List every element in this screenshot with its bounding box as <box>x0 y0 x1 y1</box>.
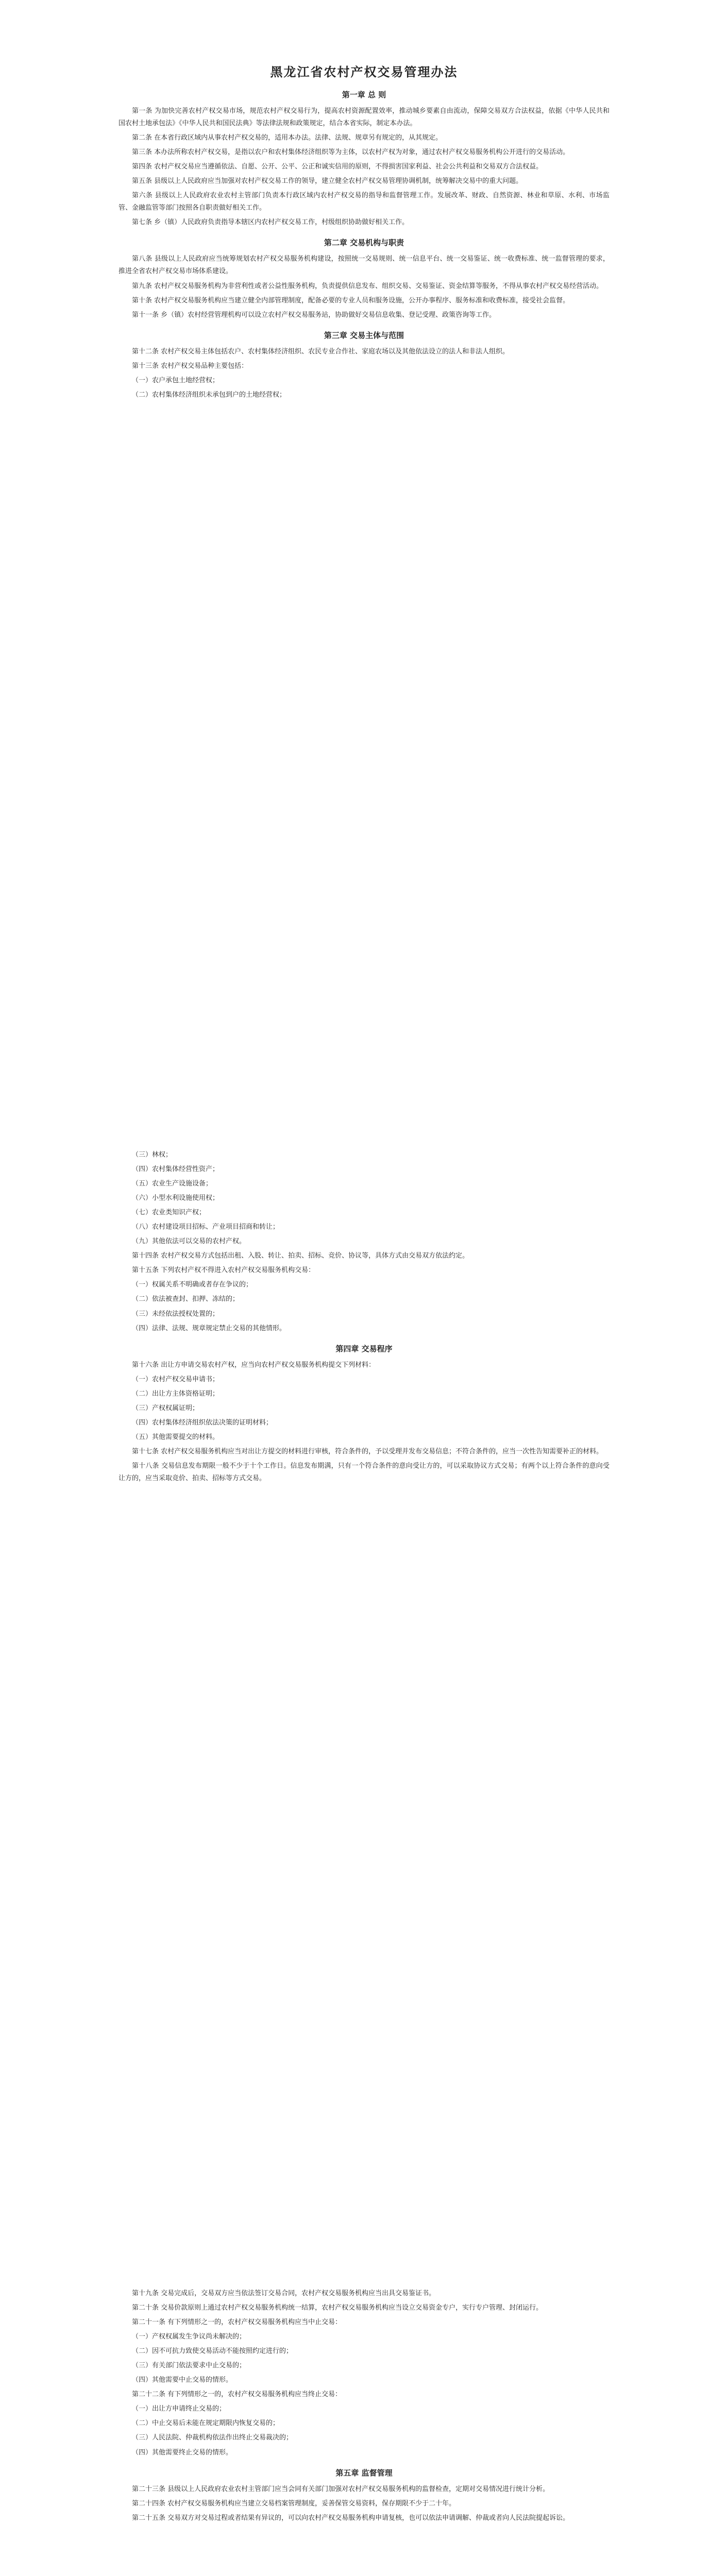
article-paragraph: 第十九条 交易完成后，交易双方应当依法签订交易合同，农村产权交易服务机构应当出具交易鉴证书。 <box>132 2290 436 2297</box>
list-item: （四）农村集体经营性资产； <box>132 1165 219 1174</box>
article-paragraph: 第一条 为加快完善农村产权交易市场，规范农村产权交易行为，提高农村资源配置效率，推动城乡要素自由流动，保障交易双方合法权益，依据《中华人民共和国农村土地承包法》《中华人民共和国民法典》等法律法规和政策规定，结合本省实际，制定本办法。 <box>118 107 610 128</box>
list-item: （四）农村集体经济组织依法决策的证明材料； <box>132 1418 273 1427</box>
list-item: （二）中止交易后未能在规定期限内恢复交易的； <box>132 2419 280 2428</box>
list-item: （五）农业生产设施设备； <box>132 1180 213 1188</box>
chapter-heading: 第三章 交易主体与范围 <box>324 330 404 340</box>
list-item: （三）人民法院、仲裁机构依法作出终止交易裁决的； <box>132 2434 293 2442</box>
list-item: （一）农户承包土地经营权； <box>132 376 219 384</box>
article-paragraph: 第十一条 乡（镇）农村经营管理机构可以设立农村产权交易服务站，协助做好交易信息收集、登记受理、政策咨询等工作。 <box>132 311 496 319</box>
article-paragraph: 第二十三条 县级以上人民政府农业农村主管部门应当会同有关部门加强对农村产权交易服务机构的监督检查，定期对交易情况进行统计分析。 <box>132 2485 550 2493</box>
article-paragraph: 第八条 县级以上人民政府应当统筹规划农村产权交易服务机构建设，按照统一交易规则、统一信息平台、统一交易鉴证、统一收费标准、统一监督管理的要求，推进全省农村产权交易市场体系建设。 <box>118 255 610 276</box>
article-paragraph: 第四条 农村产权交易应当遵循依法、自愿、公开、公平、公正和诚实信用的原则，不得损害国家利益、社会公共利益和交易双方合法权益。 <box>132 163 543 171</box>
list-item: （三）产权权属证明； <box>132 1404 199 1412</box>
chapter-heading: 第五章 监督管理 <box>335 2468 393 2478</box>
list-item: （三）林权； <box>132 1151 173 1159</box>
list-item: （二）出让方主体资格证明； <box>132 1389 219 1398</box>
list-item: （三）未经依法授权处置的； <box>132 1310 219 1318</box>
list-item: （一）农村产权交易申请书； <box>132 1375 219 1383</box>
list-item: （四）其他需要中止交易的情形。 <box>132 2376 233 2384</box>
article-paragraph: 第十六条 出让方申请交易农村产权，应当向农村产权交易服务机构提交下列材料： <box>132 1361 376 1369</box>
list-item: （七）农业类知识产权； <box>132 1209 206 1217</box>
list-item: （二）农村集体经济组织未承包到户的土地经营权； <box>132 391 286 399</box>
document-page-1 <box>118 62 610 403</box>
article-paragraph: 第十四条 农村产权交易方式包括出租、入股、转让、拍卖、招标、竞价、协议等，具体方式由交易双方依法约定。 <box>132 1252 469 1260</box>
article-paragraph: 第七条 乡（镇）人民政府负责指导本辖区内农村产权交易工作，村级组织协助做好相关工作。 <box>132 218 409 227</box>
list-item: （一）出让方申请终止交易的； <box>132 2405 226 2413</box>
article-paragraph: 第六条 县级以上人民政府农业农村主管部门负责本行政区域内农村产权交易的指导和监督管理工作。发展改革、财政、自然资源、林业和草原、水利、市场监管、金融监管等部门按照各自职责做好相关工作。 <box>118 192 610 212</box>
article-paragraph: 第十五条 下列农村产权不得进入农村产权交易服务机构交易： <box>132 1266 315 1275</box>
list-item: （一）权属关系不明确或者存在争议的； <box>132 1281 253 1289</box>
list-item: （二）因不可抗力致使交易活动不能按照约定进行的； <box>132 2347 293 2355</box>
article-paragraph: 第二十一条 有下列情形之一的，农村产权交易服务机构应当中止交易： <box>132 2318 342 2327</box>
list-item: （四）其他需要终止交易的情形。 <box>132 2448 233 2456</box>
article-paragraph: 第十七条 农村产权交易服务机构应当对出让方提交的材料进行审核，符合条件的，予以受理并发布交易信息；不符合条件的，应当一次性告知需要补正的材料。 <box>132 1447 603 1455</box>
article-paragraph: 第十条 农村产权交易服务机构应当建立健全内部管理制度，配备必要的专业人员和服务设施，公开办事程序、服务标准和收费标准，接受社会监督。 <box>132 296 570 304</box>
list-item: （九）其他依法可以交易的农村产权。 <box>132 1238 246 1246</box>
list-item: （六）小型水利设施使用权； <box>132 1194 219 1202</box>
article-paragraph: 第十三条 农村产权交易品种主要包括： <box>132 362 248 370</box>
article-paragraph: 第二十二条 有下列情形之一的，农村产权交易服务机构应当终止交易： <box>132 2391 342 2399</box>
list-item: （八）农村建设项目招标、产业项目招商和转让； <box>132 1223 280 1231</box>
article-paragraph: 第十二条 农村产权交易主体包括农户、农村集体经济组织、农民专业合作社、家庭农场以及其他依法设立的法人和非法人组织。 <box>132 347 510 355</box>
article-paragraph: 第五条 县级以上人民政府应当加强对农村产权交易工作的领导，建立健全农村产权交易管理协调机制，统筹解决交易中的重大问题。 <box>132 177 523 185</box>
document-page-3 <box>118 2287 610 2527</box>
list-item: （四）法律、法规、规章规定禁止交易的其他情形。 <box>132 1324 286 1332</box>
document-title: 黑龙江省农村产权交易管理办法 <box>270 64 458 79</box>
list-item: （五）其他需要提交的材料。 <box>132 1433 219 1441</box>
article-paragraph: 第二十五条 交易双方对交易过程或者结果有异议的，可以向农村产权交易服务机构申请复核，也可以依法申请调解、仲裁或者向人民法院提起诉讼。 <box>132 2514 570 2522</box>
article-paragraph: 第三条 本办法所称农村产权交易，是指以农户和农村集体经济组织等为主体，以农村产权为对象，通过农村产权交易服务机构公开进行的交易活动。 <box>132 148 570 157</box>
article-paragraph: 第二条 在本省行政区域内从事农村产权交易的，适用本办法。法律、法规、规章另有规定的，从其规定。 <box>132 134 443 142</box>
document-page-2 <box>118 1149 610 1487</box>
chapter-heading: 第四章 交易程序 <box>335 1344 393 1353</box>
article-paragraph: 第二十四条 农村产权交易服务机构应当建立交易档案管理制度，妥善保管交易资料，保存期限不少于二十年。 <box>132 2499 456 2507</box>
list-item: （二）依法被查封、扣押、冻结的； <box>132 1295 240 1303</box>
article-paragraph: 第十八条 交易信息发布期限一般不少于十个工作日。信息发布期满，只有一个符合条件的意向受让方的，可以采取协议方式交易；有两个以上符合条件的意向受让方的，应当采取竞价、拍卖、招标等方式交易。 <box>118 1462 610 1482</box>
article-paragraph: 第二十条 交易价款原则上通过农村产权交易服务机构统一结算，农村产权交易服务机构应当设立交易资金专户，实行专户管理、封闭运行。 <box>132 2304 543 2312</box>
list-item: （三）有关部门依法要求中止交易的； <box>132 2362 246 2370</box>
chapter-heading: 第二章 交易机构与职责 <box>324 238 404 248</box>
chapter-heading: 第一章 总 则 <box>342 90 386 99</box>
article-paragraph: 第九条 农村产权交易服务机构为非营利性或者公益性服务机构，负责提供信息发布、组织交易、交易鉴证、资金结算等服务，不得从事农村产权交易经营活动。 <box>132 282 603 290</box>
list-item: （一）产权权属发生争议尚未解决的； <box>132 2333 246 2341</box>
